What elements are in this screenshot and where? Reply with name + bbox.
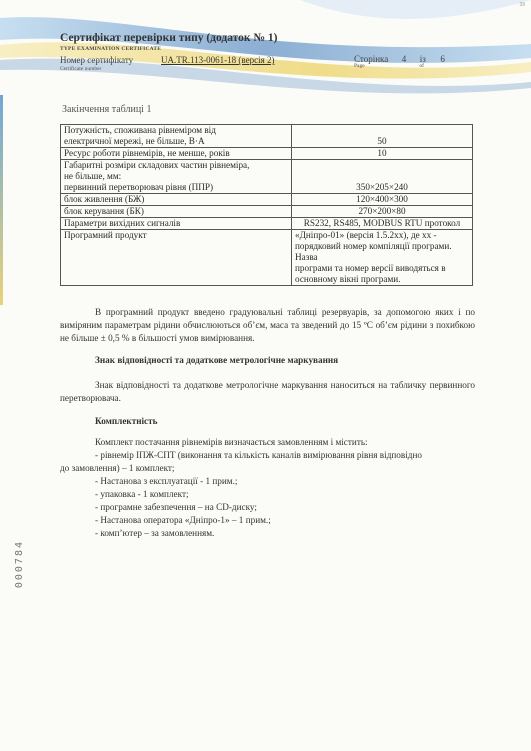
certificate-number-label-en: Certificate number [60, 66, 102, 72]
table-cell-value: 350×205×240 [292, 160, 473, 194]
list-item: - програмне забезпечення – на CD-диску; [95, 502, 257, 512]
table-row [61, 148, 473, 160]
list-item: - Настанова з експлуатації - 1 прим.; [95, 476, 238, 486]
marking-paragraph: Знак відповідності та додаткове метрологічне маркування наноситься на табличку первинного перетворювача. [60, 380, 475, 403]
certificate-title: Сертифікат перевірки типу (додаток № 1) [60, 32, 278, 44]
specifications-table [60, 124, 473, 286]
table-cell-parameter: Програмний продукт [61, 230, 292, 286]
corner-mark: 39 [519, 2, 525, 8]
page-label: Сторінка [354, 54, 389, 64]
list-item: - упаковка - 1 комплект; [95, 489, 189, 499]
table-cell-value: «Дніпро-01» (версія 1.5.2xx), де xx - порядковий номер компіляції програми. Назва програми та номер версії виводяться в основному вікні програми. [292, 230, 473, 286]
list-item: - Настанова оператора «Дніпро-1» – 1 прим.; [95, 515, 271, 525]
table-cell-value: 50 [292, 125, 473, 148]
table-row [61, 194, 473, 206]
page-of: із [419, 54, 426, 64]
list-item: - комп’ютер – за замовленням. [95, 528, 215, 538]
table-cell-parameter: Потужність, споживана рівнеміром від електричної мережі, не більше, В·А [61, 125, 292, 148]
software-paragraph: В програмний продукт введено градуювальні таблиці резервуарів, за допомогою яких і по виміряним параметрам рідини обчислюються об’єм, маса та зведений до 15 ºС об’єм рідини з похибкою не більше ± 0,5 % в більшості умов вимірювання. [60, 307, 475, 343]
page-current: 4 [401, 54, 407, 64]
table-row [61, 160, 473, 194]
left-color-stripe [0, 95, 3, 305]
table-cell-parameter: Параметри вихідних сигналів [61, 218, 292, 230]
heading-completeness: Комплектність [95, 416, 158, 426]
table-cell-parameter: блок живлення (БЖ) [61, 194, 292, 206]
list-item: Комплект постачання рівнемірів визначається замовленням і містить: [95, 437, 368, 447]
table-row [61, 230, 473, 286]
table-cell-value: 270×200×80 [292, 206, 473, 218]
page-total: 6 [440, 54, 445, 64]
page-label-en: Page [354, 63, 365, 69]
list-item: - рівнемір ІПЖ-СПТ (виконання та кількість каналів вимірювання рівня відповідно [95, 450, 422, 460]
heading-conformity-marking: Знак відповідності та додаткове метрологічне маркування [95, 355, 339, 365]
page-of-en: of [419, 63, 424, 69]
table-cell-value: RS232, RS485, MODBUS RTU протокол [292, 218, 473, 230]
table-cell-parameter: Габаритні розміри складових частин рівнеміра, не більше, мм: первинний перетворювач рівня (ППР) [61, 160, 292, 194]
table-cell-parameter: Ресурс роботи рівнемірів, не менше, років [61, 148, 292, 160]
page-indicator-en [354, 63, 424, 69]
completeness-list [60, 436, 480, 540]
certificate-number-value: UA.TR.113-0061-18 (версія 2) [161, 55, 275, 65]
table-cell-value: 10 [292, 148, 473, 160]
certificate-number-label: Номер сертифікату [60, 55, 134, 65]
table-row [61, 218, 473, 230]
serial-stamp-number: 000784 [14, 540, 25, 589]
table-cell-parameter: блок керування (БК) [61, 206, 292, 218]
list-item: до замовлення) – 1 комплект; [60, 463, 175, 473]
table-cell-value: 120×400×300 [292, 194, 473, 206]
table-row [61, 125, 473, 148]
table-row [61, 206, 473, 218]
certificate-title-en: TYPE EXAMINATION CERTIFICATE [60, 46, 162, 52]
table-caption: Закінчення таблиці 1 [62, 104, 152, 115]
